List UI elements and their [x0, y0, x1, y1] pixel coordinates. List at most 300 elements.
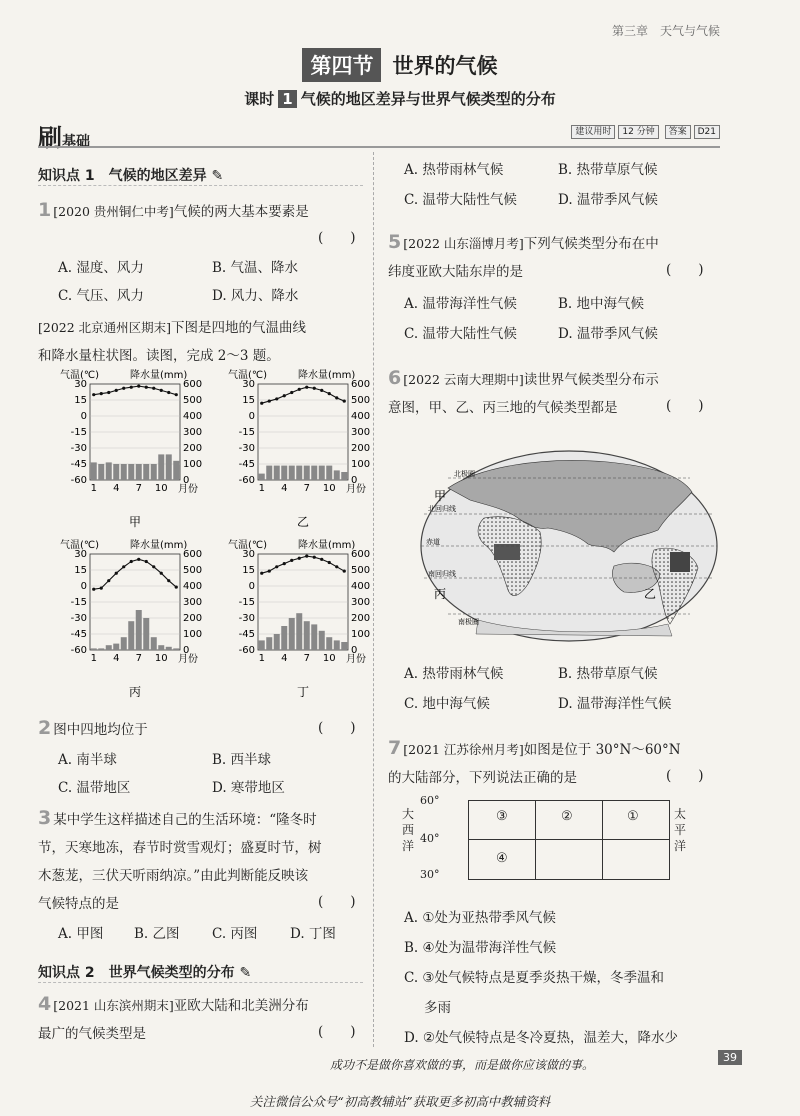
temp-point	[328, 561, 331, 564]
q2-option-c[interactable]: C. 温带地区	[58, 780, 131, 796]
q3-text-1: 某中学生这样描述自己的生活环境：“隆冬时	[53, 812, 317, 828]
month-tick-label: 7	[135, 653, 142, 664]
precip-bar	[98, 648, 104, 650]
month-tick-label: 10	[154, 653, 168, 664]
precip-bar	[98, 464, 104, 480]
precip-tick-label: 300	[183, 427, 203, 438]
knowledge-point-1	[38, 165, 363, 186]
q2-option-a[interactable]: A. 南半球	[58, 752, 117, 768]
temp-point	[92, 588, 95, 591]
temp-point	[130, 386, 133, 389]
temp-point	[167, 391, 170, 394]
month-tick-label: 1	[258, 653, 265, 664]
column-divider	[373, 152, 374, 1047]
q1-option-a[interactable]: A. 湿度、风力	[58, 260, 144, 276]
precip-bar	[128, 621, 134, 650]
q6-option-d[interactable]: D. 温带海洋性气候	[558, 696, 672, 712]
q1-option-b[interactable]: B. 气温、降水	[212, 260, 299, 276]
answer-page: D21	[694, 125, 720, 139]
temp-tick-label: 15	[242, 565, 255, 576]
precip-bar	[341, 642, 347, 650]
temp-point	[298, 557, 301, 560]
temp-point	[160, 572, 163, 575]
precip-bar	[304, 621, 310, 650]
precip-bar	[334, 640, 340, 650]
cell-3: ③	[496, 809, 508, 824]
temp-tick-label: 0	[248, 411, 255, 422]
precip-tick-label: 0	[183, 475, 190, 486]
q3-option-a[interactable]: A. 甲图	[58, 926, 104, 942]
q3-line-1	[38, 804, 373, 834]
month-axis-label: 月份	[346, 654, 366, 665]
grid-vline-2	[602, 801, 603, 879]
q4-option-b[interactable]: B. 热带草原气候	[558, 162, 658, 178]
temp-point	[115, 572, 118, 575]
precip-bar	[143, 618, 149, 650]
precip-bar	[121, 464, 127, 480]
temp-point	[100, 587, 103, 590]
precip-axis-label: 降水量(mm)	[130, 540, 188, 551]
temp-point	[290, 559, 293, 562]
footer-motto: 成功不是做你喜欢做的事，而是做你应该做的事。	[330, 1058, 595, 1072]
temp-tick-label: -45	[238, 629, 255, 640]
label-equator: 赤道	[426, 538, 440, 546]
temp-tick-label: 30	[74, 549, 87, 560]
precip-bar	[113, 644, 119, 650]
q6-line-2: 意图，甲、乙、丙三地的气候类型都是	[388, 400, 618, 416]
temp-tick-label: -15	[238, 427, 255, 438]
q5-option-b[interactable]: B. 地中海气候	[558, 296, 645, 312]
q5-source: [2022 山东淄博月考]	[403, 236, 524, 251]
q5-option-c[interactable]: C. 温带大陆性气候	[404, 326, 517, 342]
temp-point	[92, 393, 95, 396]
atlantic-label: 大西洋	[402, 807, 415, 853]
month-tick-label: 4	[113, 483, 120, 494]
temp-tick-label: -60	[238, 645, 255, 656]
temp-point	[167, 579, 170, 582]
lesson-number: 1	[278, 90, 296, 108]
label-jia: 甲	[434, 489, 447, 503]
answer-label: 答案	[665, 125, 691, 139]
intro-text-1: 下图是四地的气温曲线	[171, 320, 307, 336]
temp-tick-label: -15	[70, 427, 87, 438]
temp-point	[100, 392, 103, 395]
precip-bar	[296, 613, 302, 650]
temp-point	[298, 388, 301, 391]
precip-bar	[121, 637, 127, 650]
temp-tick-label: 0	[80, 411, 87, 422]
chapter-header: 第三章 天气与气候	[611, 24, 720, 38]
temp-point	[335, 396, 338, 399]
precip-tick-label: 100	[351, 459, 371, 470]
temp-point	[275, 397, 278, 400]
q7-option-d[interactable]: D. ②处气候特点是冬冷夏热，温差大，降水少	[404, 1030, 679, 1046]
q2-bracket: ( )	[318, 720, 356, 736]
pencil-icon: ✎	[211, 168, 224, 184]
q7-grid	[468, 800, 670, 880]
temp-tick-label: -60	[238, 475, 255, 486]
precip-tick-label: 0	[351, 645, 358, 656]
temp-line	[262, 556, 345, 573]
precip-bar	[173, 461, 179, 480]
chart-name-label: 甲	[128, 515, 142, 529]
temp-point	[160, 389, 163, 392]
q7-option-c-cont: 多雨	[424, 1000, 451, 1016]
temp-point	[137, 385, 140, 388]
q4-option-a[interactable]: A. 热带雨林气候	[404, 162, 504, 178]
precip-tick-label: 400	[351, 581, 371, 592]
temp-point	[175, 393, 178, 396]
temp-tick-label: 30	[242, 549, 255, 560]
q3-line-3: 木葱茏，三伏天听雨纳凉。”由此判断能反映该	[38, 868, 309, 884]
q1-option-c[interactable]: C. 气压、风力	[58, 288, 144, 304]
temp-point	[122, 565, 125, 568]
precip-axis-label: 降水量(mm)	[298, 540, 356, 551]
q5-text-1: 下列气候类型分布在中	[523, 236, 659, 252]
chart-name-label: 丁	[296, 685, 310, 699]
q6-option-c[interactable]: C. 地中海气候	[404, 696, 490, 712]
q1-bracket: ( )	[318, 230, 356, 246]
q7-option-c[interactable]: C. ③处气候特点是夏季炎热干燥，冬季温和	[404, 970, 665, 986]
precip-bar	[274, 466, 280, 480]
temp-tick-label: -45	[70, 629, 87, 640]
temp-tick-label: -45	[238, 459, 255, 470]
precip-bar	[173, 648, 179, 650]
precip-bar	[266, 466, 272, 480]
lesson-title	[0, 88, 800, 109]
month-tick-label: 4	[281, 483, 288, 494]
q3-bracket: ( )	[318, 894, 356, 910]
q7-bracket: ( )	[666, 768, 704, 784]
precip-axis-label: 降水量(mm)	[130, 370, 188, 381]
temp-tick-label: -45	[70, 459, 87, 470]
section-name: 世界的气候	[392, 54, 498, 78]
month-tick-label: 4	[113, 653, 120, 664]
q1-text: 气候的两大基本要素是	[173, 204, 309, 220]
temp-axis-label: 气温(℃)	[60, 370, 100, 381]
q4-text-1: 亚欧大陆和北美洲分布	[173, 998, 309, 1014]
precip-bar	[151, 464, 157, 480]
temp-point	[107, 391, 110, 394]
shua-small: 基础	[62, 134, 90, 150]
q6-option-a[interactable]: A. 热带雨林气候	[404, 666, 504, 682]
precip-bar	[304, 466, 310, 480]
question-1	[38, 196, 368, 226]
q3-option-c[interactable]: C. 丙图	[212, 926, 258, 942]
precip-tick-label: 400	[183, 581, 203, 592]
q1-option-d[interactable]: D. 风力、降水	[212, 288, 299, 304]
kp1-title: 知识点 1 气候的地区差异	[38, 168, 207, 184]
temp-line	[262, 387, 345, 403]
month-axis-label: 月份	[178, 484, 198, 495]
q4-source: [2021 山东滨州期末]	[53, 998, 174, 1013]
grid-vline-1	[535, 801, 536, 879]
temp-point	[130, 560, 133, 563]
precip-bar	[334, 470, 340, 480]
q5-number: 5	[388, 231, 402, 253]
precip-bar	[128, 464, 134, 480]
precip-bar	[281, 466, 287, 480]
temp-point	[175, 585, 178, 588]
temp-tick-label: 15	[74, 565, 87, 576]
q1-number: 1	[38, 199, 52, 221]
q3-option-b[interactable]: B. 乙图	[134, 926, 180, 942]
precip-bar	[106, 462, 112, 480]
temp-point	[275, 565, 278, 568]
section-badge: 第四节	[302, 48, 381, 82]
temp-point	[343, 569, 346, 572]
month-tick-label: 7	[303, 653, 310, 664]
temp-tick-label: -15	[70, 597, 87, 608]
precip-tick-label: 500	[183, 395, 203, 406]
temp-tick-label: 15	[242, 395, 255, 406]
precip-tick-label: 200	[183, 443, 203, 454]
temp-point	[137, 558, 140, 561]
chart-name-label: 乙	[296, 515, 310, 529]
q7-grid-figure	[402, 794, 708, 882]
precip-bar	[266, 637, 272, 650]
temp-point	[328, 392, 331, 395]
q4-number: 4	[38, 993, 52, 1015]
q7-text-1: 如图是位于 30°N～60°N	[523, 742, 681, 758]
precip-bar	[136, 464, 142, 480]
precip-bar	[289, 618, 295, 650]
precip-bar	[158, 454, 164, 480]
precip-bar	[326, 466, 332, 480]
temp-point	[122, 387, 125, 390]
q4-option-c[interactable]: C. 温带大陆性气候	[404, 192, 517, 208]
precip-tick-label: 300	[351, 597, 371, 608]
label-arctic: 北极圈	[454, 470, 475, 478]
precip-tick-label: 500	[351, 565, 371, 576]
q6-text-1: 读世界气候类型分布示	[523, 372, 659, 388]
q4-option-d[interactable]: D. 温带季风气候	[558, 192, 658, 208]
temp-point	[313, 556, 316, 559]
precip-bar	[106, 645, 112, 650]
precip-bar	[281, 626, 287, 650]
cell-1: ①	[627, 809, 639, 824]
month-tick-label: 7	[303, 483, 310, 494]
temp-tick-label: -30	[238, 613, 255, 624]
q2-text: 图中四地均位于	[53, 722, 148, 738]
precip-bar	[166, 647, 172, 650]
q4-bracket: ( )	[318, 1024, 356, 1040]
cell-4: ④	[496, 851, 508, 866]
temp-tick-label: 0	[80, 581, 87, 592]
chart-name-label: 丙	[128, 685, 142, 699]
precip-bar	[113, 464, 119, 480]
precip-tick-label: 300	[351, 427, 371, 438]
world-climate-map	[418, 448, 720, 644]
month-axis-label: 月份	[178, 654, 198, 665]
temp-point	[152, 565, 155, 568]
q7-line-2: 的大陆部分，下列说法正确的是	[388, 770, 577, 786]
header-rule	[38, 146, 720, 148]
temp-tick-label: 30	[242, 379, 255, 390]
q2-option-b[interactable]: B. 西半球	[212, 752, 272, 768]
q5-option-a[interactable]: A. 温带海洋性气候	[404, 296, 517, 312]
precip-tick-label: 600	[351, 549, 371, 560]
q5-line-1	[388, 228, 723, 258]
precip-bar	[274, 634, 280, 650]
precip-bar	[166, 454, 172, 480]
temp-axis-label: 气温(℃)	[228, 370, 268, 381]
precip-tick-label: 500	[351, 395, 371, 406]
temp-point	[283, 394, 286, 397]
pencil-icon: ✎	[239, 965, 252, 981]
question-2	[38, 714, 148, 744]
precip-bar	[341, 472, 347, 480]
precip-bar	[158, 645, 164, 650]
kp2-title: 知识点 2 世界气候类型的分布	[38, 965, 235, 981]
label-capricorn: 南回归线	[428, 570, 456, 578]
q3-line-2: 节，天寒地冻，春节时赏雪观灯；盛夏时节，树	[38, 840, 322, 856]
month-tick-label: 7	[135, 483, 142, 494]
q7-number: 7	[388, 737, 402, 759]
lat-40: 40°	[420, 832, 440, 845]
temp-tick-label: -15	[238, 597, 255, 608]
precip-tick-label: 100	[183, 459, 203, 470]
section-title	[0, 48, 800, 82]
q1-source: [2020 贵州铜仁中考]	[53, 204, 174, 219]
temp-point	[152, 387, 155, 390]
knowledge-point-2	[38, 962, 363, 983]
temp-point	[145, 386, 148, 389]
q6-bracket: ( )	[666, 398, 704, 414]
month-tick-label: 10	[154, 483, 168, 494]
label-antarctic: 南极圈	[458, 618, 479, 626]
temp-point	[343, 399, 346, 402]
precip-tick-label: 0	[183, 645, 190, 656]
q2-option-d[interactable]: D. 寒带地区	[212, 780, 285, 796]
temp-point	[260, 402, 263, 405]
temp-point	[320, 558, 323, 561]
q7-source: [2021 江苏徐州月考]	[403, 742, 524, 757]
intro-line-2: 和降水量柱状图。读图，完成 2～3 题。	[38, 348, 280, 364]
intro-line-1	[38, 314, 368, 342]
precip-tick-label: 100	[351, 629, 371, 640]
africa-rainforest	[494, 544, 520, 560]
precip-tick-label: 400	[351, 411, 371, 422]
month-tick-label: 10	[322, 653, 336, 664]
temp-point	[305, 555, 308, 558]
q6-source: [2022 云南大理期中]	[403, 372, 524, 387]
temp-axis-label: 气温(℃)	[60, 540, 100, 551]
precip-tick-label: 100	[183, 629, 203, 640]
temp-point	[335, 565, 338, 568]
month-axis-label: 月份	[346, 484, 366, 495]
precip-tick-label: 600	[351, 379, 371, 390]
page-number: 39	[718, 1050, 742, 1065]
lesson-prefix: 课时	[244, 90, 275, 108]
q3-option-d[interactable]: D. 丁图	[290, 926, 336, 942]
temp-line	[94, 559, 177, 589]
precip-tick-label: 200	[351, 443, 371, 454]
q6-option-b[interactable]: B. 热带草原气候	[558, 666, 658, 682]
precip-bar	[259, 474, 265, 480]
time-label: 建议用时	[571, 125, 615, 139]
q7-option-b[interactable]: B. ④处为温带海洋性气候	[404, 940, 557, 956]
precip-axis-label: 降水量(mm)	[298, 370, 356, 381]
precip-bar	[326, 637, 332, 650]
q7-option-a[interactable]: A. ①处为亚热带季风气候	[404, 910, 556, 926]
precip-tick-label: 200	[351, 613, 371, 624]
q7-line-1	[388, 734, 723, 764]
temp-line	[94, 386, 177, 395]
climate-charts	[38, 368, 371, 708]
temp-point	[115, 389, 118, 392]
precip-tick-label: 600	[183, 549, 203, 560]
q4-line-2: 最广的气候类型是	[38, 1026, 146, 1042]
precip-bar	[91, 648, 97, 650]
temp-tick-label: 15	[74, 395, 87, 406]
precip-tick-label: 600	[183, 379, 203, 390]
temp-tick-label: -30	[238, 443, 255, 454]
temp-point	[268, 399, 271, 402]
q4-line-1	[38, 990, 373, 1020]
temp-point	[305, 386, 308, 389]
q3-number: 3	[38, 807, 52, 829]
temp-axis-label: 气温(℃)	[228, 540, 268, 551]
precip-tick-label: 0	[351, 475, 358, 486]
temp-point	[320, 389, 323, 392]
grid-hline	[469, 839, 669, 840]
month-tick-label: 10	[322, 483, 336, 494]
temp-tick-label: -30	[70, 443, 87, 454]
intro-source: [2022 北京通州区期末]	[38, 320, 172, 335]
q6-number: 6	[388, 367, 402, 389]
precip-tick-label: 300	[183, 597, 203, 608]
amazon-rainforest	[670, 552, 690, 572]
temp-point	[260, 572, 263, 575]
precip-bar	[319, 466, 325, 480]
precip-bar	[151, 637, 157, 650]
precip-bar	[259, 640, 265, 650]
month-tick-label: 1	[258, 483, 265, 494]
q6-line-1	[388, 364, 723, 394]
temp-point	[268, 569, 271, 572]
precip-bar	[91, 462, 97, 480]
pacific-label: 太平洋	[674, 807, 687, 853]
month-tick-label: 1	[90, 653, 97, 664]
precip-bar	[296, 466, 302, 480]
temp-point	[145, 560, 148, 563]
temp-tick-label: 0	[248, 581, 255, 592]
precip-tick-label: 500	[183, 565, 203, 576]
temp-point	[107, 579, 110, 582]
q3-line-4: 气候特点的是	[38, 896, 119, 912]
temp-point	[290, 391, 293, 394]
precip-bar	[311, 466, 317, 480]
shua-big: 刷	[38, 124, 62, 152]
precip-bar	[311, 624, 317, 650]
lat-30: 30°	[420, 868, 440, 881]
temp-point	[313, 387, 316, 390]
footer-note: 关注微信公众号“初高教辅站”获取更多初高中教辅资料	[249, 1094, 551, 1109]
month-tick-label: 4	[281, 653, 288, 664]
label-bing: 丙	[434, 587, 447, 601]
precip-tick-label: 200	[183, 613, 203, 624]
q5-option-d[interactable]: D. 温带季风气候	[558, 326, 658, 342]
temp-tick-label: 30	[74, 379, 87, 390]
label-cancer: 北回归线	[428, 505, 456, 513]
month-tick-label: 1	[90, 483, 97, 494]
precip-bar	[289, 466, 295, 480]
q5-bracket: ( )	[666, 262, 704, 278]
precip-bar	[319, 631, 325, 650]
precip-bar	[136, 610, 142, 650]
precip-bar	[143, 464, 149, 480]
